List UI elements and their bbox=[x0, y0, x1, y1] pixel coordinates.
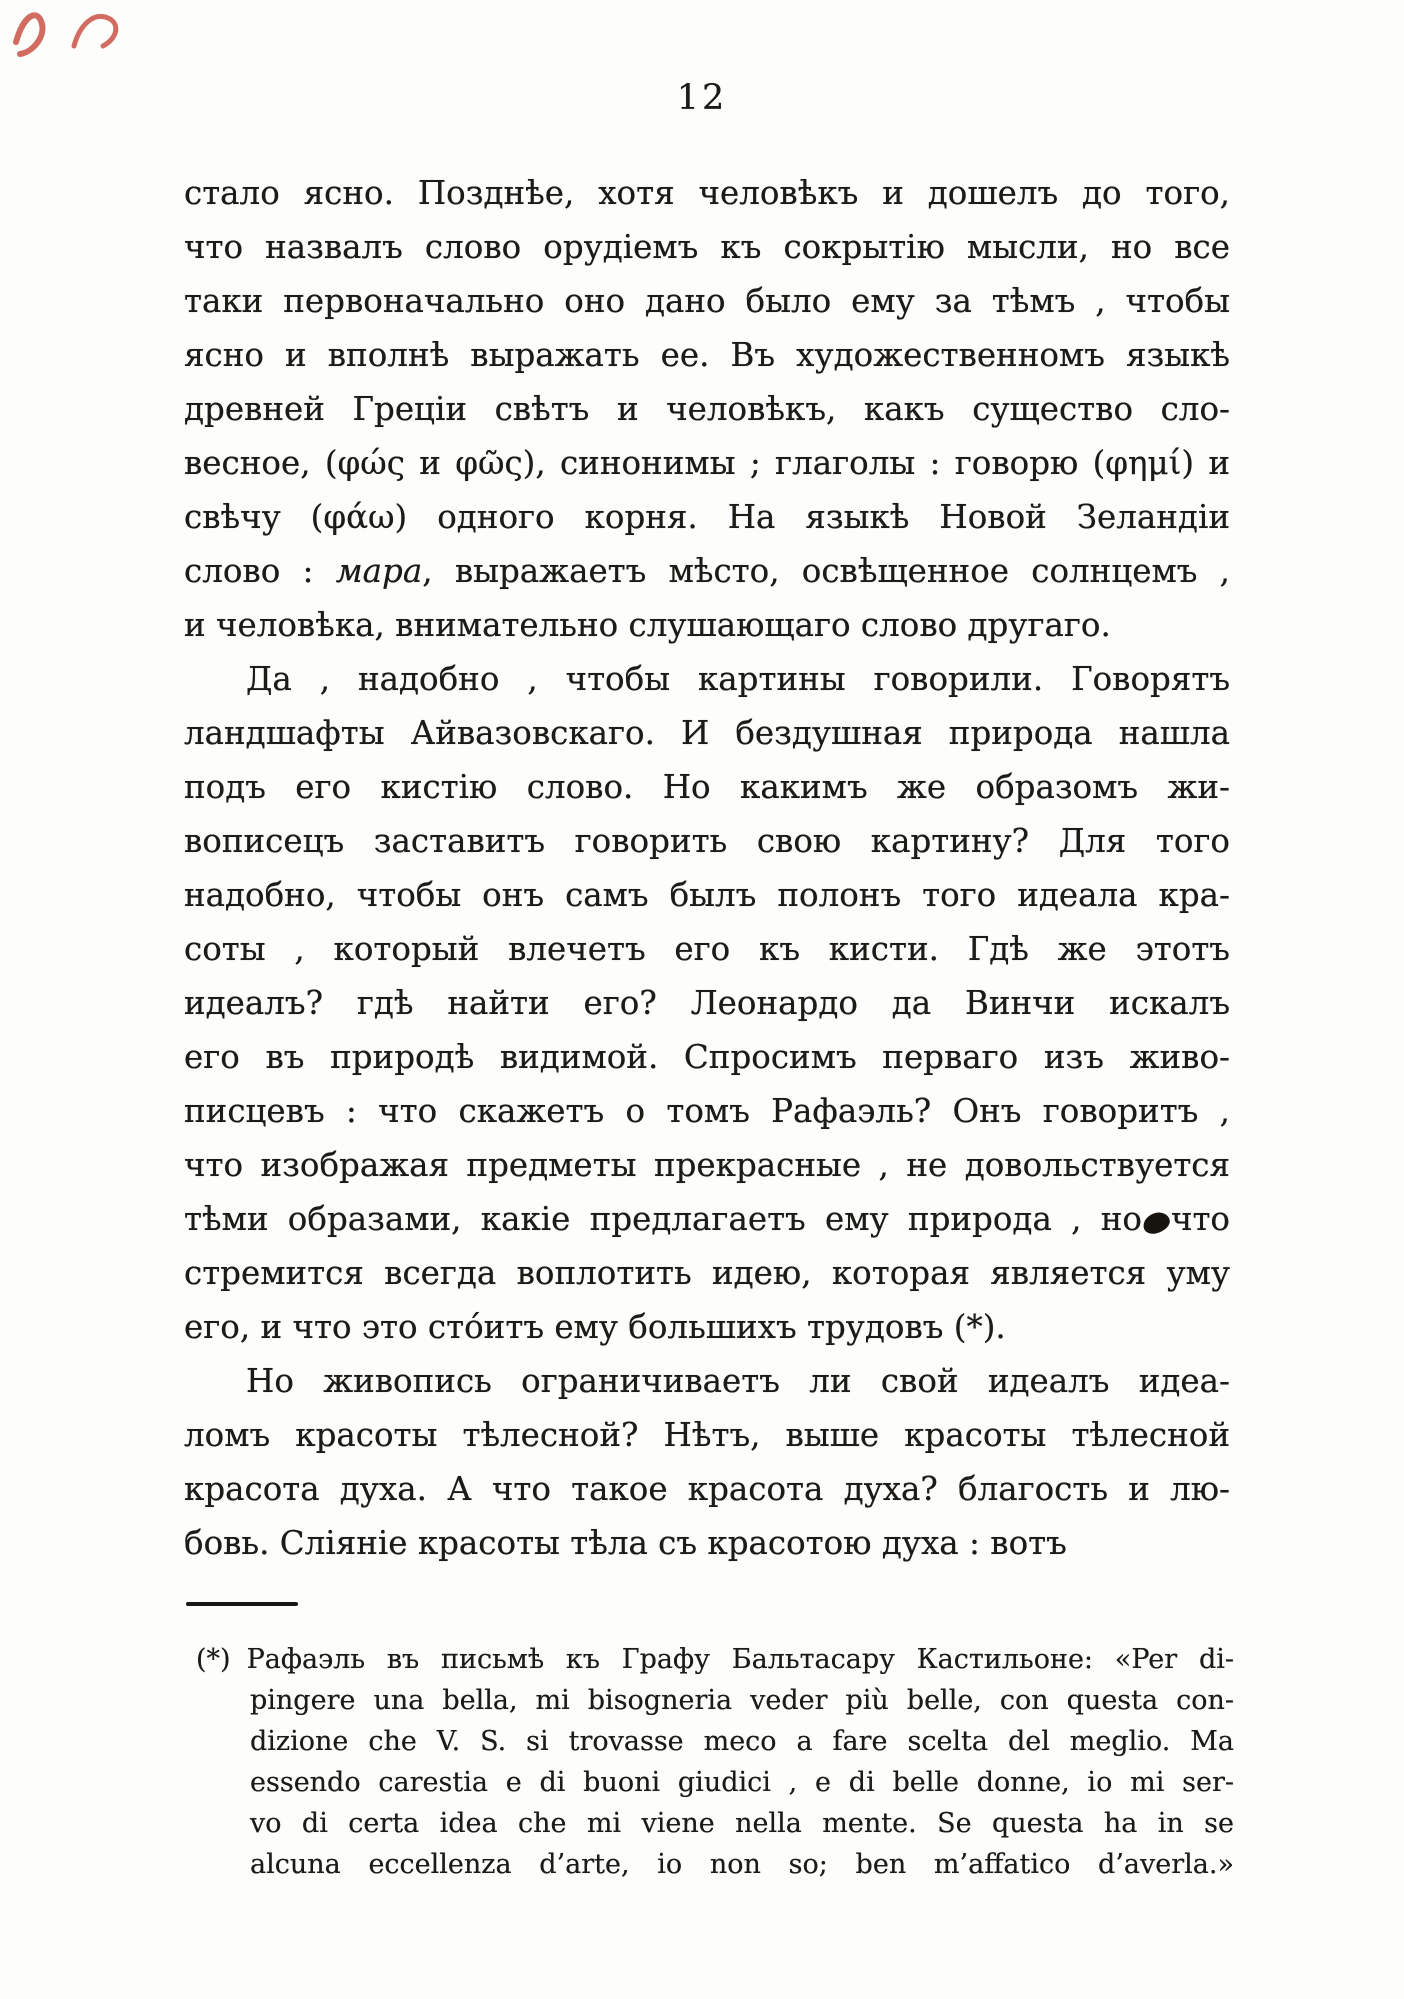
text-segment: Рафаэль въ письмѣ къ Графу Бальтасару Кастильоне: «Per di- bbox=[246, 1644, 1234, 1675]
text-line: древней Греціи свѣтъ и человѣкъ, какъ существо сло- bbox=[184, 390, 1230, 428]
footnote-separator bbox=[186, 1602, 298, 1606]
text-line: Да , надобно , чтобы картины говорили. Говорятъ bbox=[246, 660, 1230, 698]
text-line: таки первоначально оно дано было ему за тѣмъ , чтобы bbox=[184, 282, 1230, 320]
footnote-line: alcuna eccellenza d’arte, io non so; ben m’affatico d’averla.» bbox=[250, 1849, 1234, 1880]
text-line: его въ природѣ видимой. Спросимъ перваго изъ живо- bbox=[184, 1038, 1230, 1076]
text-line bbox=[184, 544, 1230, 598]
text-line: бовь. Сліяніе красоты тѣла съ красотою духа : вотъ bbox=[184, 1524, 1067, 1562]
red-pencil-marks bbox=[6, 2, 136, 68]
text-line: и человѣка, внимательно слушающаго слово другаго. bbox=[184, 606, 1111, 644]
footnote-line bbox=[196, 1639, 1234, 1680]
text-segment: что bbox=[1170, 1200, 1230, 1238]
text-line: надобно, чтобы онъ самъ былъ полонъ того идеала кра- bbox=[184, 876, 1230, 914]
text-line: вописецъ заставитъ говорить свою картину? Для того bbox=[184, 822, 1230, 860]
text-line: идеалъ? гдѣ найти его? Леонардо да Винчи искалъ bbox=[184, 984, 1230, 1022]
text-line: красота духа. А что такое красота духа? благость и лю- bbox=[184, 1470, 1230, 1508]
text-line: что изображая предметы прекрасные , не довольствуется bbox=[184, 1146, 1230, 1184]
text-line: что назвалъ слово орудіемъ къ сокрытію мысли, но все bbox=[184, 228, 1230, 266]
text-line: соты , который влечетъ его къ кисти. Гдѣ же этотъ bbox=[184, 930, 1230, 968]
text-line: ландшафты Айвазовскаго. И бездушная природа нашла bbox=[184, 714, 1230, 752]
text-line bbox=[184, 1192, 1230, 1246]
italic-word: мара bbox=[335, 552, 423, 590]
footnote-line: essendo carestia e di buoni giudici , e di belle donne, io mi ser- bbox=[250, 1767, 1234, 1798]
text-segment: тѣми образами, какіе предлагаетъ ему природа , но bbox=[184, 1200, 1142, 1238]
text-line: стало ясно. Позднѣе, хотя человѣкъ и дошелъ до того, bbox=[184, 174, 1230, 212]
text-line: весное, (φώς и φῶς), синонимы ; глаголы : говорю (φημί) и bbox=[184, 444, 1230, 482]
text-line: подъ его кистію слово. Но какимъ же образомъ жи- bbox=[184, 768, 1230, 806]
page-text bbox=[184, 166, 1230, 1570]
text-segment: , выражаетъ мѣсто, освѣщенное солнцемъ , bbox=[422, 552, 1231, 590]
text-line: свѣчу (φάω) одного корня. На языкѣ Новой Зеландіи bbox=[184, 498, 1230, 536]
text-line: стремится всегда воплотить идею, которая является уму bbox=[184, 1254, 1230, 1292]
ink-blot bbox=[1141, 1210, 1172, 1236]
text-segment: слово : bbox=[184, 552, 336, 590]
text-line: его, и что это сто́итъ ему большихъ трудовъ (*). bbox=[184, 1308, 1006, 1346]
footnote-marker: (*) bbox=[196, 1644, 231, 1675]
text-line: ясно и вполнѣ выражать ее. Въ художественномъ языкѣ bbox=[184, 336, 1230, 374]
footnote bbox=[196, 1639, 1234, 1885]
text-line: писцевъ : что скажетъ о томъ Рафаэль? Онъ говоритъ , bbox=[184, 1092, 1230, 1130]
page-number: 12 bbox=[676, 78, 728, 118]
footnote-line: vo di certa idea che mi viene nella mente. Se questa ha in se bbox=[250, 1808, 1234, 1839]
footnote-line: pingere una bella, mi bisogneria veder più belle, con questa con- bbox=[250, 1685, 1234, 1716]
footnote-line: dizione che V. S. si trovasse meco a fare scelta del meglio. Ma bbox=[250, 1726, 1234, 1757]
text-line: Но живопись ограничиваетъ ли свой идеалъ идеа- bbox=[246, 1362, 1230, 1400]
text-line: ломъ красоты тѣлесной? Нѣтъ, выше красоты тѣлесной bbox=[184, 1416, 1230, 1454]
